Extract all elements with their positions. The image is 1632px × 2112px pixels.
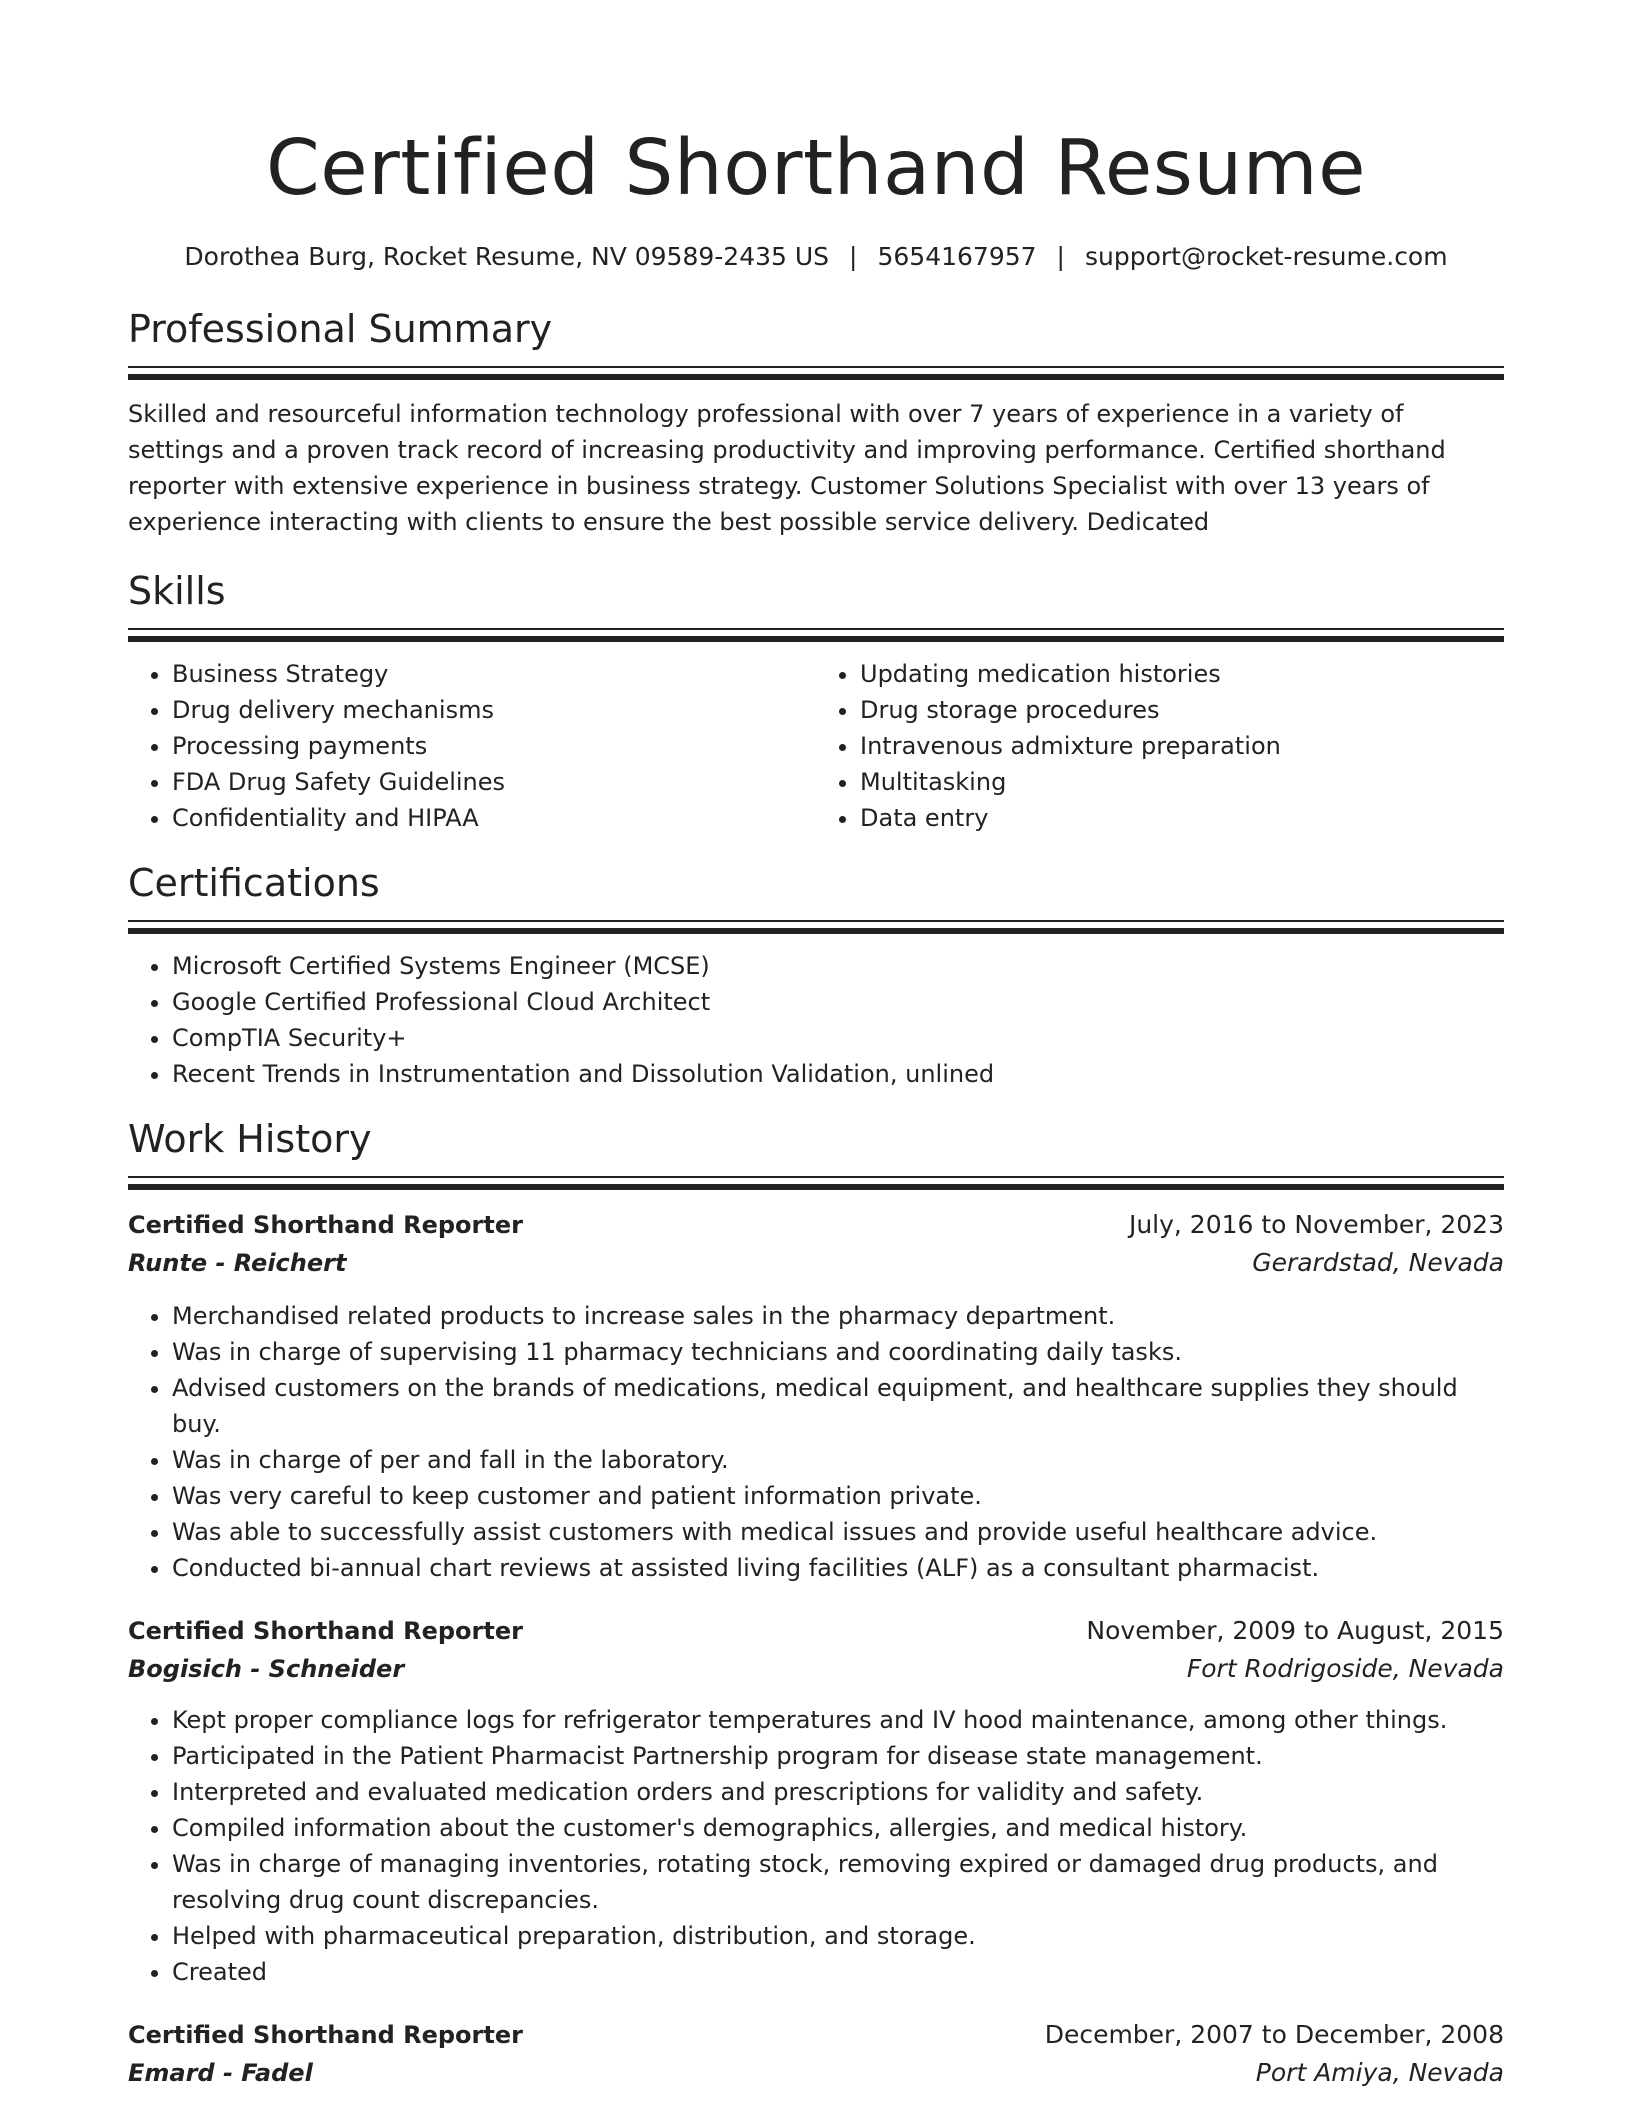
job-bullet: • Advised customers on the brands of medications, medical equipment, and healthcare supplies they should buy. <box>172 1370 1504 1442</box>
certification-item: • Microsoft Certified Systems Engineer (MCSE) <box>172 948 1504 984</box>
contact-separator: | <box>1056 242 1065 271</box>
job-company: Runte - Reichert <box>128 1249 347 1277</box>
summary-heading: Professional Summary <box>128 307 553 351</box>
contact-separator: | <box>849 242 858 271</box>
job-bullet: • Kept proper compliance logs for refrigerator temperatures and IV hood maintenance, among other things. <box>172 1702 1504 1738</box>
work-history-heading: Work History <box>128 1117 372 1161</box>
job-entry <box>128 1206 1504 1586</box>
job-subheader <box>128 1650 1504 1688</box>
job-bullet: • Participated in the Patient Pharmacist Partnership program for disease state management. <box>172 1738 1504 1774</box>
skills-list-left <box>128 656 816 836</box>
skill-item: • Confidentiality and HIPAA <box>172 800 816 836</box>
job-bullet: • Conducted bi-annual chart reviews at assisted living facilities (ALF) as a consultant pharmacist. <box>172 1550 1504 1586</box>
certifications-list <box>128 948 1504 1092</box>
job-title: Certified Shorthand Reporter <box>128 1211 523 1239</box>
skills-list-right <box>816 656 1504 836</box>
contact-phone: 5654167957 <box>877 242 1037 271</box>
job-dates: December, 2007 to December, 2008 <box>1044 2020 1504 2049</box>
summary-text: Skilled and resourceful information technology professional with over 7 years of experience in a variety of settings and a proven track record of increasing productivity and improving performance. Certified shorthand reporter with extensive experience in business strategy. Customer Solutions Specialist with over 13 years of experience interacting with clients to ensure the best possible service delivery. Dedicated <box>128 400 1446 536</box>
section-divider <box>128 366 1504 380</box>
job-subheader <box>128 2054 1504 2092</box>
job-header <box>128 1206 1504 1244</box>
certification-item: • CompTIA Security+ <box>172 1020 1504 1056</box>
job-bullet: • Was in charge of supervising 11 pharmacy technicians and coordinating daily tasks. <box>172 1334 1504 1370</box>
job-title: Certified Shorthand Reporter <box>128 2021 523 2049</box>
job-location: Port Amiya, Nevada <box>1255 2058 1504 2087</box>
job-subheader <box>128 1244 1504 1282</box>
skill-item: • Drug storage procedures <box>860 692 1504 728</box>
job-header <box>128 1612 1504 1650</box>
job-bullets <box>128 1702 1504 1990</box>
skill-item: • Business Strategy <box>172 656 816 692</box>
job-bullet: • Interpreted and evaluated medication orders and prescriptions for validity and safety. <box>172 1774 1504 1810</box>
job-entry <box>128 2016 1504 2092</box>
job-dates: November, 2009 to August, 2015 <box>1086 1616 1504 1645</box>
skill-item: • Updating medication histories <box>860 656 1504 692</box>
job-dates: July, 2016 to November, 2023 <box>1128 1210 1504 1239</box>
section-divider <box>128 920 1504 934</box>
contact-address: Dorothea Burg, Rocket Resume, NV 09589-2435 US <box>184 242 830 271</box>
job-bullet: • Compiled information about the customer's demographics, allergies, and medical history. <box>172 1810 1504 1846</box>
job-entry <box>128 1612 1504 1990</box>
section-divider <box>128 628 1504 642</box>
skill-item: • Intravenous admixture preparation <box>860 728 1504 764</box>
skills-heading: Skills <box>128 569 226 613</box>
job-header <box>128 2016 1504 2054</box>
job-company: Bogisich - Schneider <box>128 1655 405 1683</box>
contact-line <box>128 240 1504 274</box>
skill-item: • Processing payments <box>172 728 816 764</box>
section-divider <box>128 1176 1504 1190</box>
job-bullet: • Helped with pharmaceutical preparation, distribution, and storage. <box>172 1918 1504 1954</box>
certifications-section <box>128 858 1504 1092</box>
job-bullet: • Was able to successfully assist customers with medical issues and provide useful healthcare advice. <box>172 1514 1504 1550</box>
job-bullets <box>128 1298 1504 1586</box>
job-company: Emard - Fadel <box>128 2059 313 2087</box>
certification-item: • Recent Trends in Instrumentation and Dissolution Validation, unlined <box>172 1056 1504 1092</box>
certifications-heading: Certifications <box>128 861 380 905</box>
work-history-section <box>128 1114 1504 2092</box>
skill-item: • Data entry <box>860 800 1504 836</box>
job-bullet: • Created <box>172 1954 1504 1990</box>
job-bullet: • Was in charge of managing inventories, rotating stock, removing expired or damaged drug products, and resolving drug count discrepancies. <box>172 1846 1504 1918</box>
skill-item: • Drug delivery mechanisms <box>172 692 816 728</box>
resume-title: Certified Shorthand Resume <box>265 124 1367 213</box>
skill-item: • FDA Drug Safety Guidelines <box>172 764 816 800</box>
skills-section <box>128 566 1504 836</box>
certification-item: • Google Certified Professional Cloud Architect <box>172 984 1504 1020</box>
skills-columns <box>128 656 1504 836</box>
job-location: Fort Rodrigoside, Nevada <box>1186 1654 1504 1683</box>
job-bullet: • Was very careful to keep customer and patient information private. <box>172 1478 1504 1514</box>
skill-item: • Multitasking <box>860 764 1504 800</box>
job-title: Certified Shorthand Reporter <box>128 1617 523 1645</box>
contact-email: support@rocket-resume.com <box>1084 242 1448 271</box>
job-bullet: • Merchandised related products to increase sales in the pharmacy department. <box>172 1298 1504 1334</box>
job-location: Gerardstad, Nevada <box>1252 1248 1504 1277</box>
job-bullet: • Was in charge of per and fall in the laboratory. <box>172 1442 1504 1478</box>
summary-section <box>128 304 1504 540</box>
